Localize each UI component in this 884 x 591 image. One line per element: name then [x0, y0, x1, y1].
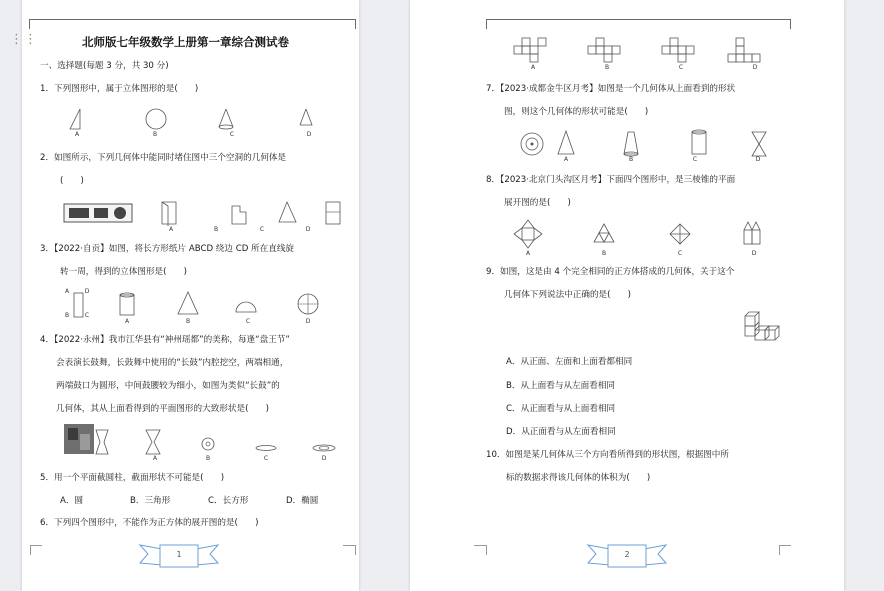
q5-option-d: D．椭圆 [286, 496, 319, 506]
drag-handle-icon[interactable]: ⋮⋮ [10, 32, 38, 47]
q3-corner-label-a: A [64, 288, 70, 295]
question-10-line2: 标的数据求得该几何体的体积为( ) [506, 473, 651, 483]
q2-label-a: A [168, 226, 174, 233]
q8-net-a [514, 220, 542, 248]
question-4-line3: 两端鼓口为圆形，中间鼓腰较为细小，如图为类似“长鼓”的 [56, 381, 280, 391]
q6-net-a [514, 38, 546, 62]
q2-label-c: C [259, 226, 265, 233]
q4-option-d [313, 445, 335, 451]
header-rule [486, 19, 790, 20]
question-9: 9．如图，这是由 4 个完全相同的正方体搭成的几何体，关于这个 [486, 267, 735, 277]
question-7: 7．【2023·成都金牛区月考】如图是一个几何体从上面看到的形状 [486, 84, 736, 94]
q1-label-a: A [74, 131, 80, 138]
section-heading: 一、选择题(每题 3 分，共 30 分) [40, 61, 169, 71]
question-7-line2: 图，则这个几何体的形状可能是( ) [504, 107, 649, 117]
q4-figures [64, 424, 334, 456]
q1-label-c: C [229, 131, 235, 138]
q1-triangle-shape [70, 109, 80, 129]
q4-label-d: D [321, 455, 327, 462]
q4-drum-shape [96, 430, 108, 454]
q7-figures [518, 128, 768, 160]
question-4: 4．【2022·永州】我市江华县有“神州瑶都”的美称，每逢“盘王节” [40, 335, 290, 345]
q2-figures [64, 200, 334, 228]
q1-cone-shape [219, 109, 233, 127]
q7-label-b: B [628, 156, 634, 163]
q3-cylinder-a [120, 295, 134, 315]
q6-label-b: B [604, 64, 610, 71]
q3-label-c: C [245, 318, 251, 325]
q2-label-d: D [305, 226, 311, 233]
q6-net-d [728, 38, 760, 62]
question-4-line2: 会表演长鼓舞，长鼓舞中使用的“长鼓”内腔挖空，两端相通， [56, 358, 289, 368]
footer-corner-right [343, 545, 355, 558]
q9-cube-figure [743, 308, 783, 346]
footer-corner-left [474, 545, 486, 558]
q4-label-a: A [152, 455, 158, 462]
q4-option-b [202, 438, 214, 450]
q2-prism-b [232, 206, 246, 224]
q8-label-d: D [751, 250, 757, 257]
q3-label-d: D [305, 318, 311, 325]
question-8: 8．【2023·北京门头沟区月考】下面四个图形中，是三棱锥的平面 [486, 175, 736, 185]
q7-option-d [752, 132, 766, 156]
header-rule-left-tick [486, 19, 487, 29]
q2-cone-c [279, 202, 296, 222]
q5-option-c: C．长方形 [208, 496, 249, 506]
question-10: 10．如图是某几何体从三个方向看所得到的形状图，根据图中所 [486, 450, 729, 460]
q1-pyramid-shape [300, 109, 312, 125]
question-4-line4: 几何体，其从上面看得到的平面图形的大致形状是( ) [56, 404, 269, 414]
q9-option-a: A．从正面、左面和上面看都相同 [506, 357, 633, 367]
q8-net-d [744, 222, 760, 244]
q3-corner-label-c: C [84, 312, 90, 319]
q8-net-b [594, 224, 614, 242]
page-title: 北师版七年级数学上册第一章综合测试卷 [82, 35, 289, 49]
question-6: 6．下列四个图形中，不能作为正方体的展开图的是( ) [40, 518, 259, 528]
question-2: 2．如图所示，下列几何体中能同时堵住图中三个空洞的几何体是 [40, 153, 287, 163]
q9-option-d: D．从正面看与从左面看相同 [506, 427, 616, 437]
q1-circle-shape [146, 109, 166, 129]
q5-option-b: B．三角形 [130, 496, 171, 506]
q8-net-c [670, 224, 690, 244]
q9-option-c: C．从正面看与从上面看相同 [506, 404, 616, 414]
q3-corner-label-d: D [84, 288, 90, 295]
q6-label-a: A [530, 64, 536, 71]
q6-label-c: C [678, 64, 684, 71]
q7-label-d: D [755, 156, 761, 163]
question-1: 1．下列图形中，属于立体图形的是( ) [40, 84, 199, 94]
q4-option-c [256, 446, 276, 451]
q7-option-a [558, 131, 574, 154]
q7-option-b [624, 132, 638, 154]
document-page-1 [10, 0, 359, 591]
q3-hemisphere-c [236, 302, 256, 312]
question-3: 3．【2022·自贡】如图，将长方形纸片 ABCD 绕边 CD 所在直线旋 [40, 244, 295, 254]
q2-prism-a [162, 202, 176, 226]
q8-figures [514, 220, 774, 250]
q4-label-c: C [263, 455, 269, 462]
question-8-line2: 展开图的是( ) [504, 198, 571, 208]
q6-label-d: D [752, 64, 758, 71]
q7-option-c [692, 132, 706, 154]
q6-net-c [662, 38, 694, 62]
page-number: 2 [624, 550, 630, 559]
q5-option-a: A．圆 [60, 496, 84, 506]
q7-label-a: A [563, 156, 569, 163]
q1-label-d: D [306, 131, 312, 138]
header-rule-left-tick [29, 19, 30, 29]
q8-label-c: C [677, 250, 683, 257]
q9-option-b: B．从上面看与从左面看相同 [506, 381, 616, 391]
q3-label-b: B [185, 318, 191, 325]
q3-label-a: A [124, 318, 130, 325]
q4-label-b: B [205, 455, 211, 462]
q2-label-b: B [213, 226, 219, 233]
question-5: 5．用一个平面截圆柱，截面形状不可能是( ) [40, 473, 225, 483]
q3-figures [70, 290, 330, 320]
header-rule-right-tick [355, 19, 356, 29]
q3-corner-label-b: B [64, 312, 70, 319]
q6-net-figures [510, 38, 770, 64]
q3-cone-b [178, 292, 198, 314]
q4-option-a [146, 430, 160, 454]
q7-label-c: C [692, 156, 698, 163]
q8-label-a: A [525, 250, 531, 257]
question-2-line2: ( ) [60, 176, 84, 186]
question-9-line2: 几何体下列说法中正确的是( ) [504, 290, 632, 300]
q6-net-b [588, 38, 620, 62]
q2-cylinder-d [326, 202, 340, 224]
header-rule [29, 19, 355, 20]
header-rule-right-tick [790, 19, 791, 29]
q1-label-b: B [152, 131, 158, 138]
question-3-line2: 转一周，得到的立体图形是( ) [60, 267, 188, 277]
q1-figures [66, 107, 296, 131]
page-number: 1 [176, 550, 182, 559]
document-page-2 [410, 0, 844, 591]
q8-label-b: B [601, 250, 607, 257]
